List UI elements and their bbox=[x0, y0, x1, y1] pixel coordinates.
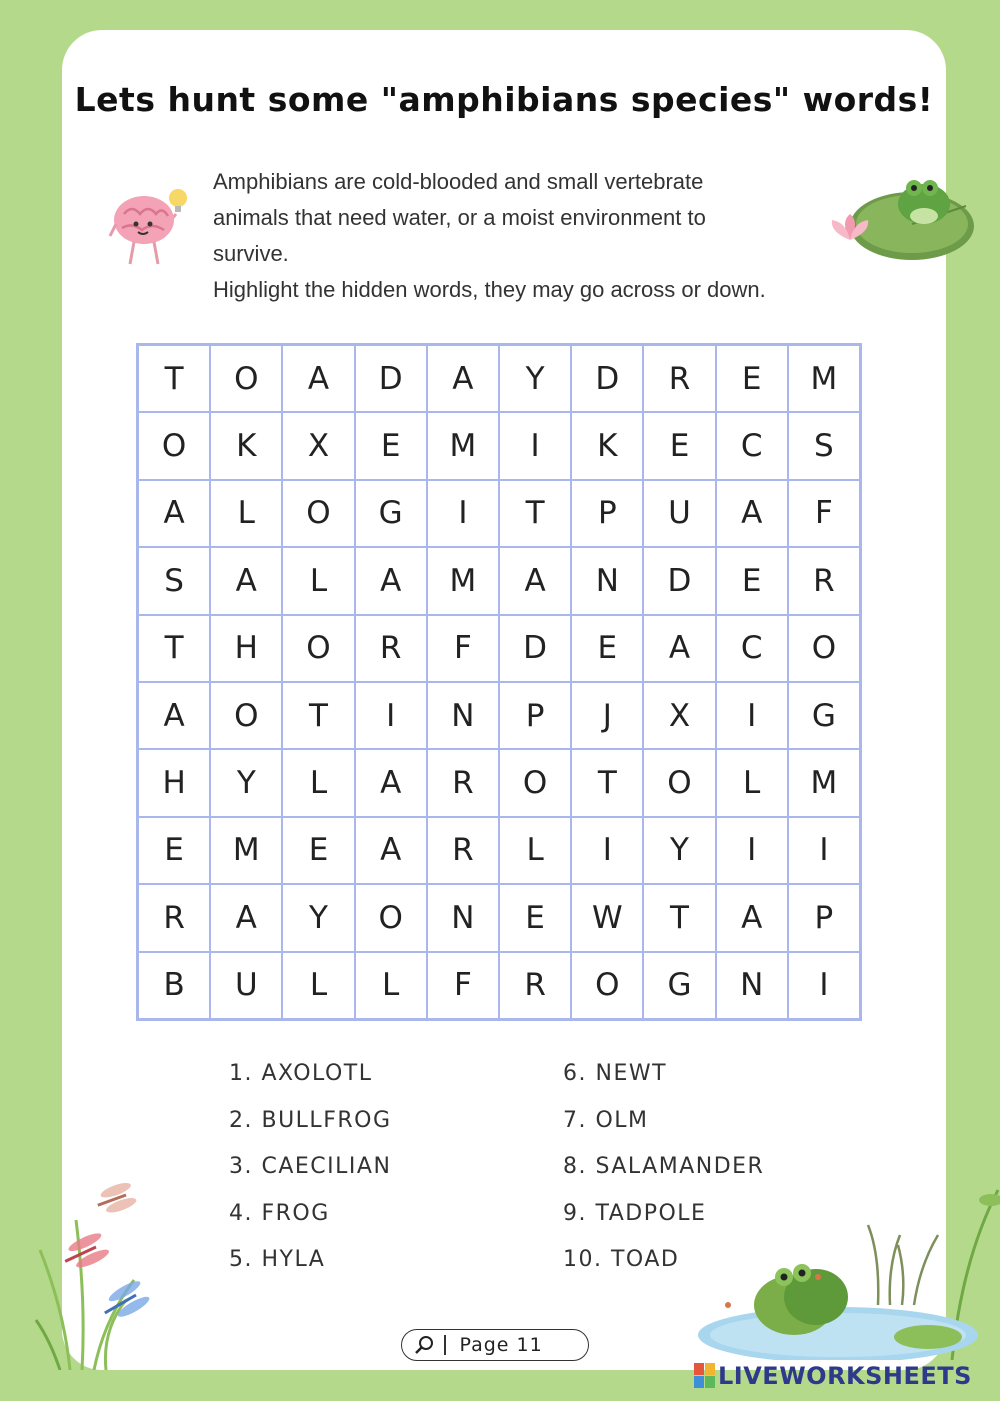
brand-logo-icon bbox=[694, 1363, 716, 1389]
grid-cell[interactable]: G bbox=[643, 952, 715, 1019]
grid-cell[interactable]: M bbox=[427, 412, 499, 479]
grid-cell[interactable]: M bbox=[788, 345, 860, 412]
grid-cell[interactable]: H bbox=[138, 749, 210, 816]
page-label: Page 11 bbox=[459, 1334, 543, 1356]
grid-cell[interactable]: R bbox=[499, 952, 571, 1019]
grid-cell[interactable]: I bbox=[788, 817, 860, 884]
grid-cell[interactable]: A bbox=[716, 884, 788, 951]
grid-cell[interactable]: N bbox=[571, 547, 643, 614]
intro-line-3: survive. bbox=[213, 241, 289, 266]
grid-cell[interactable]: I bbox=[788, 952, 860, 1019]
word-item: 6. NEWT bbox=[563, 1061, 668, 1086]
grid-cell[interactable]: T bbox=[643, 884, 715, 951]
grid-cell[interactable]: Y bbox=[643, 817, 715, 884]
grid-cell[interactable]: A bbox=[138, 480, 210, 547]
grid-cell[interactable]: L bbox=[282, 749, 354, 816]
grid-cell[interactable]: S bbox=[138, 547, 210, 614]
grid-cell[interactable]: N bbox=[716, 952, 788, 1019]
grid-cell[interactable]: D bbox=[643, 547, 715, 614]
grid-cell[interactable]: P bbox=[788, 884, 860, 951]
grid-cell[interactable]: C bbox=[716, 615, 788, 682]
grid-cell[interactable]: I bbox=[716, 817, 788, 884]
grid-cell[interactable]: L bbox=[282, 952, 354, 1019]
intro-line-4: Highlight the hidden words, they may go across or down. bbox=[213, 277, 766, 302]
intro-text bbox=[213, 164, 893, 308]
grid-cell[interactable]: R bbox=[427, 817, 499, 884]
grid-cell[interactable]: E bbox=[571, 615, 643, 682]
grid-cell[interactable]: N bbox=[427, 884, 499, 951]
grid-cell[interactable]: X bbox=[643, 682, 715, 749]
grid-cell[interactable]: P bbox=[499, 682, 571, 749]
grid-cell[interactable]: B bbox=[138, 952, 210, 1019]
grid-cell[interactable]: O bbox=[138, 412, 210, 479]
grid-cell[interactable]: A bbox=[355, 817, 427, 884]
grid-cell[interactable]: A bbox=[427, 345, 499, 412]
grid-cell[interactable]: L bbox=[716, 749, 788, 816]
grid-cell[interactable]: H bbox=[210, 615, 282, 682]
search-icon[interactable] bbox=[414, 1334, 436, 1356]
grid-cell[interactable]: L bbox=[355, 952, 427, 1019]
grid-cell[interactable]: S bbox=[788, 412, 860, 479]
grid-cell[interactable]: R bbox=[788, 547, 860, 614]
grid-cell[interactable]: M bbox=[427, 547, 499, 614]
grid-cell[interactable]: L bbox=[499, 817, 571, 884]
brain-mascot-icon bbox=[106, 184, 196, 268]
grid-cell[interactable]: R bbox=[643, 345, 715, 412]
grid-cell[interactable]: M bbox=[788, 749, 860, 816]
grid-cell[interactable]: O bbox=[210, 682, 282, 749]
grid-cell[interactable]: G bbox=[788, 682, 860, 749]
grid-cell[interactable]: F bbox=[427, 615, 499, 682]
grid-cell[interactable]: Y bbox=[210, 749, 282, 816]
grid-cell[interactable]: D bbox=[571, 345, 643, 412]
grid-cell[interactable]: N bbox=[427, 682, 499, 749]
grid-cell[interactable]: A bbox=[355, 547, 427, 614]
grid-cell[interactable]: A bbox=[716, 480, 788, 547]
grid-cell[interactable]: P bbox=[571, 480, 643, 547]
dragonfly-grass-icon bbox=[30, 1165, 180, 1370]
grid-cell[interactable]: T bbox=[138, 345, 210, 412]
frog-lilypad-icon bbox=[826, 176, 976, 272]
grid-cell[interactable]: E bbox=[282, 817, 354, 884]
grid-cell[interactable]: O bbox=[571, 952, 643, 1019]
grid-cell[interactable]: I bbox=[716, 682, 788, 749]
grid-cell[interactable]: O bbox=[355, 884, 427, 951]
word-list-left bbox=[229, 1056, 392, 1289]
word-item: 7. OLM bbox=[563, 1107, 649, 1133]
grid-cell[interactable]: L bbox=[210, 480, 282, 547]
grid-cell[interactable]: O bbox=[210, 345, 282, 412]
page-indicator[interactable] bbox=[401, 1329, 589, 1361]
grid-cell[interactable]: A bbox=[499, 547, 571, 614]
pager-divider bbox=[444, 1335, 446, 1355]
grid-cell[interactable]: A bbox=[643, 615, 715, 682]
word-search-grid bbox=[136, 343, 862, 1021]
grid-cell[interactable]: O bbox=[282, 480, 354, 547]
grid-cell[interactable]: D bbox=[355, 345, 427, 412]
grid-cell[interactable]: E bbox=[355, 412, 427, 479]
grid-cell[interactable]: R bbox=[138, 884, 210, 951]
grid-cell[interactable]: T bbox=[499, 480, 571, 547]
grid-cell[interactable]: M bbox=[210, 817, 282, 884]
grid-cell[interactable]: T bbox=[282, 682, 354, 749]
grid-cell[interactable]: Y bbox=[499, 345, 571, 412]
grid-cell[interactable]: A bbox=[138, 682, 210, 749]
brand-logo bbox=[694, 1361, 972, 1391]
grid-cell[interactable]: E bbox=[138, 817, 210, 884]
brand-name: LIVEWORKSHEETS bbox=[718, 1362, 972, 1390]
grid-cell[interactable]: O bbox=[499, 749, 571, 816]
grid-cell[interactable]: O bbox=[643, 749, 715, 816]
word-item: 4. FROG bbox=[229, 1200, 330, 1226]
grid-cell[interactable]: W bbox=[571, 884, 643, 951]
grid-cell[interactable]: I bbox=[571, 817, 643, 884]
grid-cell[interactable]: U bbox=[210, 952, 282, 1019]
page-title: Lets hunt some "amphibians species" words! bbox=[74, 80, 934, 119]
grid-cell[interactable]: T bbox=[138, 615, 210, 682]
grid-cell[interactable]: J bbox=[571, 682, 643, 749]
grid-cell[interactable]: L bbox=[282, 547, 354, 614]
grid-cell[interactable]: C bbox=[716, 412, 788, 479]
word-item: 10. TOAD bbox=[563, 1247, 680, 1272]
grid-cell[interactable]: I bbox=[427, 480, 499, 547]
grid-cell[interactable]: E bbox=[716, 547, 788, 614]
grid-cell[interactable]: R bbox=[427, 749, 499, 816]
word-item: 1. AXOLOTL bbox=[229, 1061, 373, 1086]
grid-cell[interactable]: K bbox=[210, 412, 282, 479]
grid-cell[interactable]: R bbox=[355, 615, 427, 682]
grid-cell[interactable]: F bbox=[427, 952, 499, 1019]
grid-cell[interactable]: A bbox=[210, 884, 282, 951]
pond-frogs-icon bbox=[698, 1185, 1000, 1360]
intro-line-2: animals that need water, or a moist environment to bbox=[213, 205, 706, 230]
word-item: 5. HYLA bbox=[229, 1247, 326, 1272]
grid-cell[interactable]: A bbox=[210, 547, 282, 614]
grid-cell[interactable]: U bbox=[643, 480, 715, 547]
grid-cell[interactable]: X bbox=[282, 412, 354, 479]
grid-cell[interactable]: A bbox=[282, 345, 354, 412]
grid-cell[interactable]: F bbox=[788, 480, 860, 547]
grid-cell[interactable]: E bbox=[499, 884, 571, 951]
grid-cell[interactable]: A bbox=[355, 749, 427, 816]
grid-cell[interactable]: T bbox=[571, 749, 643, 816]
grid-cell[interactable]: Y bbox=[282, 884, 354, 951]
grid-cell[interactable]: O bbox=[788, 615, 860, 682]
grid-cell[interactable]: E bbox=[643, 412, 715, 479]
grid-cell[interactable]: K bbox=[571, 412, 643, 479]
word-item: 9. TADPOLE bbox=[563, 1200, 707, 1226]
grid-cell[interactable]: I bbox=[499, 412, 571, 479]
grid-cell[interactable]: E bbox=[716, 345, 788, 412]
grid-cell[interactable]: G bbox=[355, 480, 427, 547]
word-item: 8. SALAMANDER bbox=[563, 1154, 765, 1179]
intro-line-1: Amphibians are cold-blooded and small vertebrate bbox=[213, 169, 704, 194]
grid-cell[interactable]: O bbox=[282, 615, 354, 682]
word-item: 2. BULLFROG bbox=[229, 1107, 392, 1133]
grid-cell[interactable]: D bbox=[499, 615, 571, 682]
grid-cell[interactable]: I bbox=[355, 682, 427, 749]
word-item: 3. CAECILIAN bbox=[229, 1154, 392, 1179]
